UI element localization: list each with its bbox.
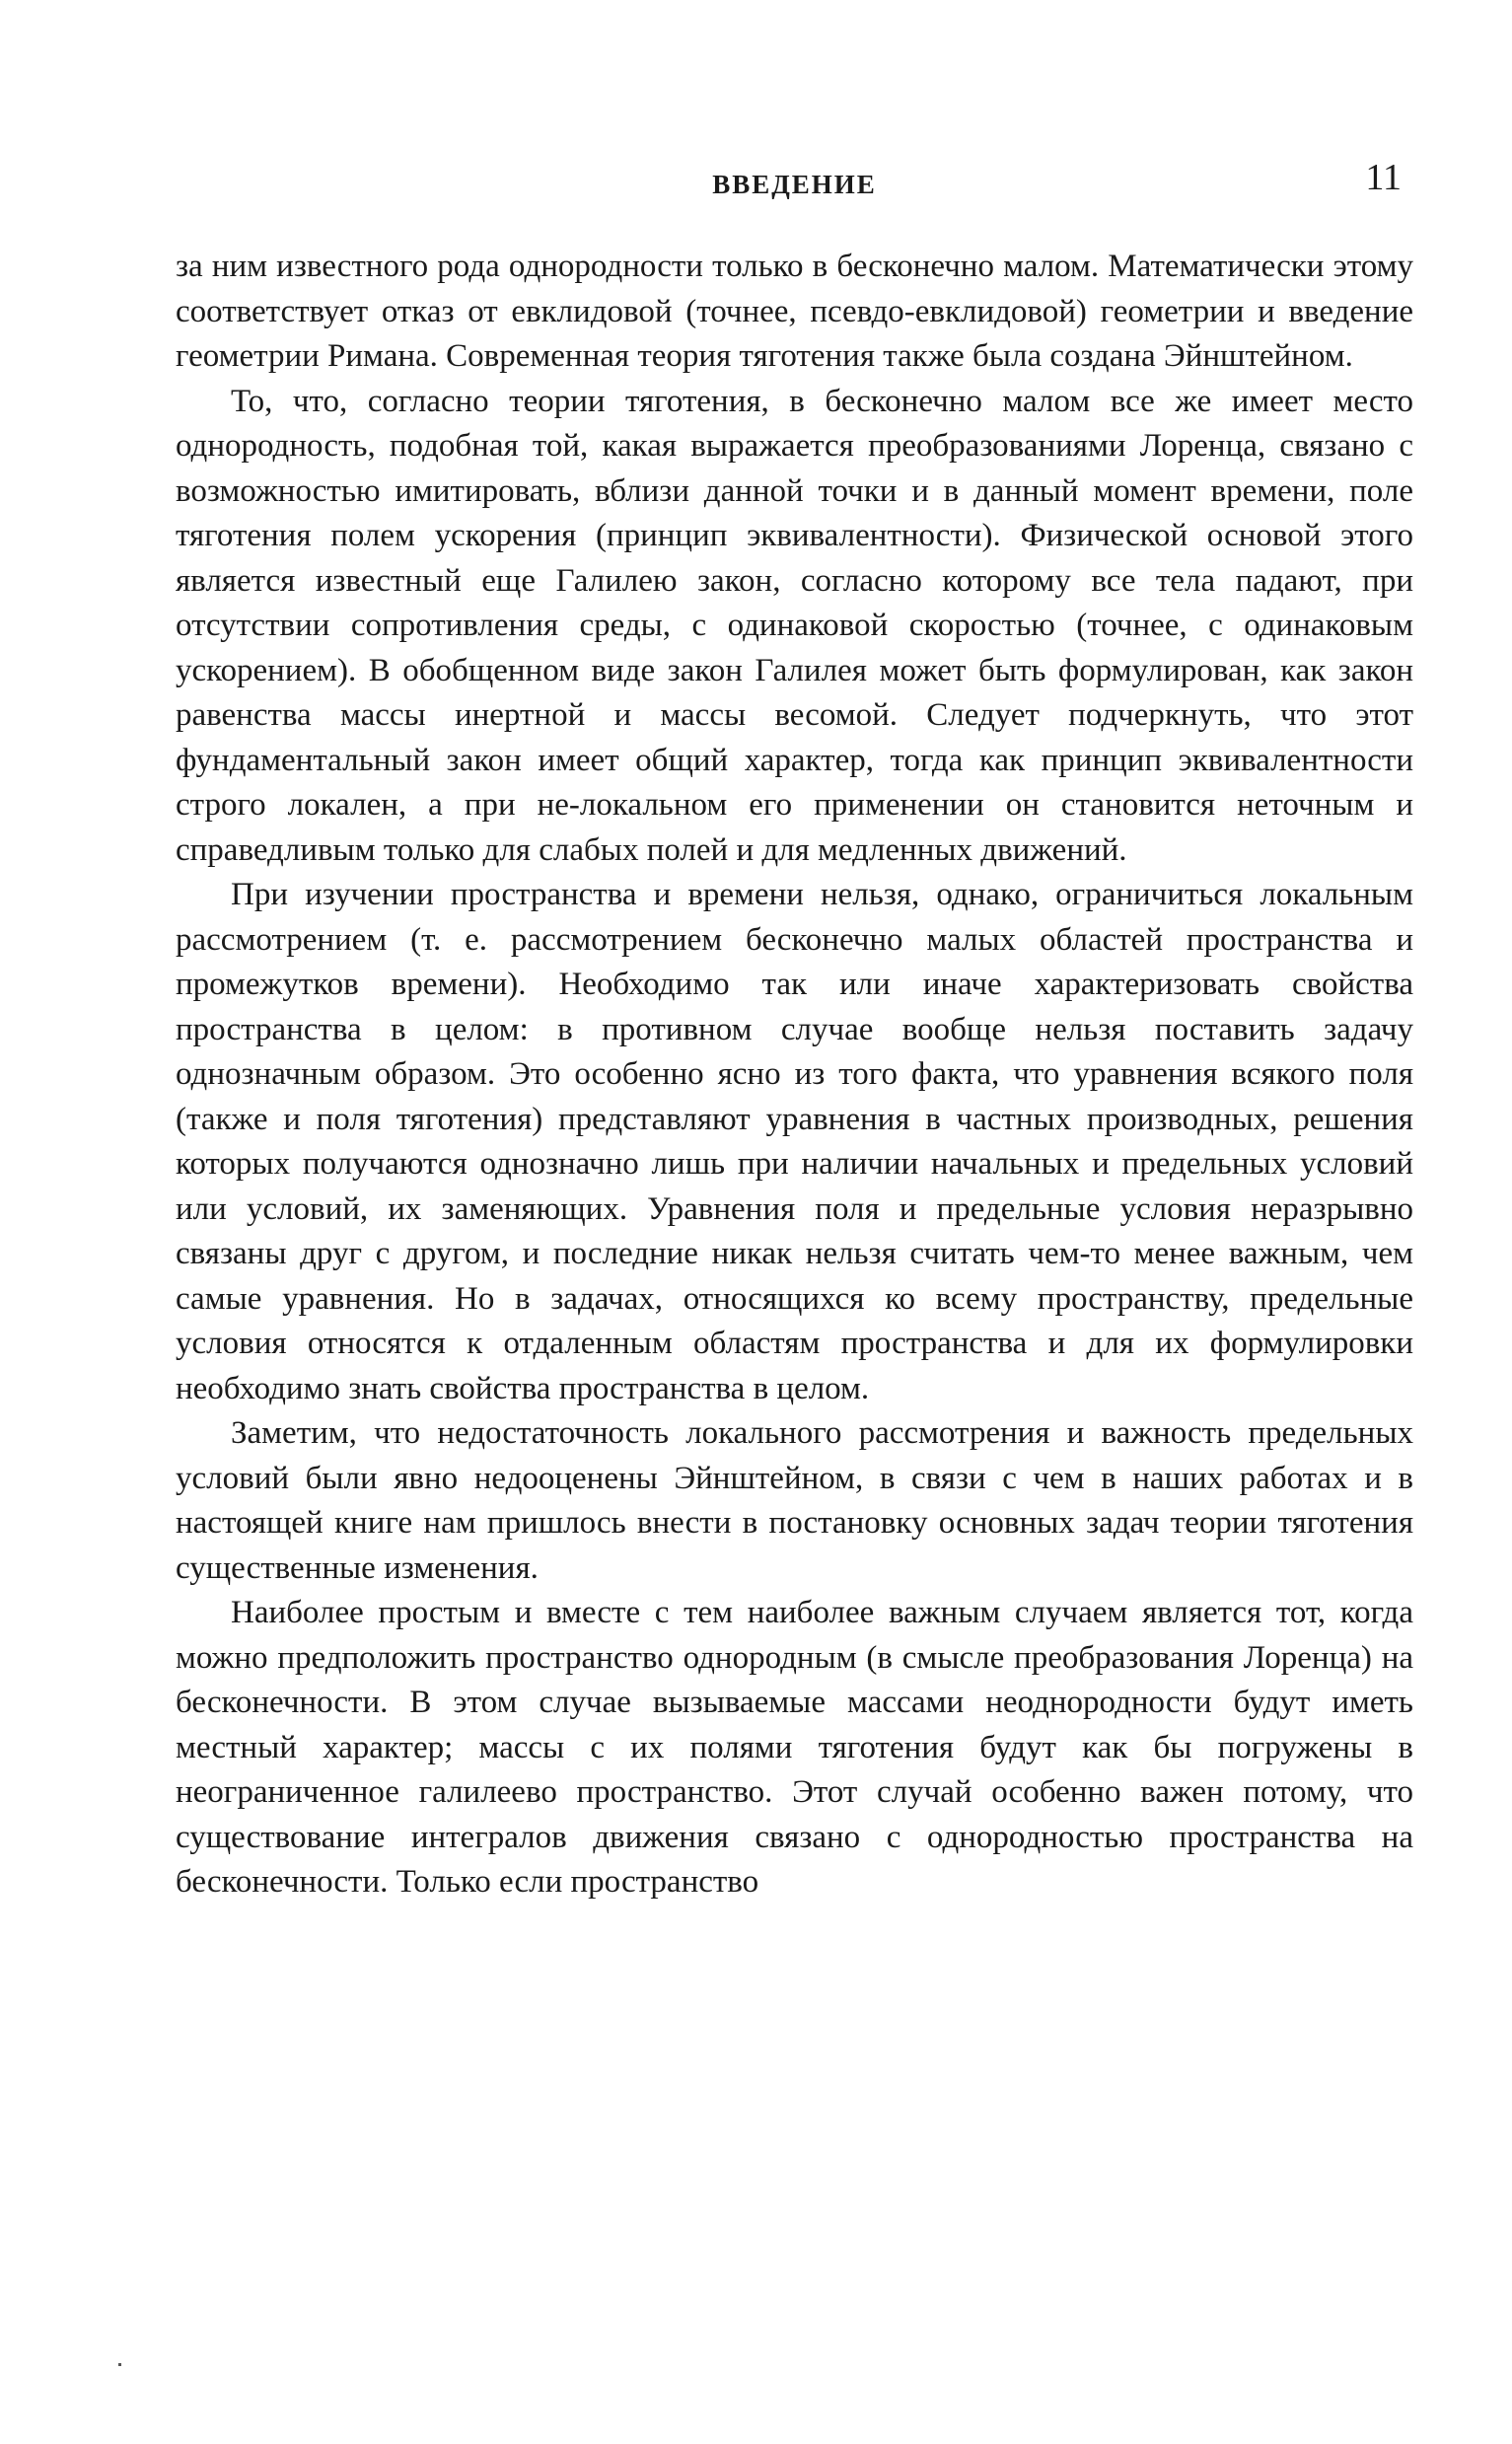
body-text [176,245,1413,1905]
page-number: 11 [1365,157,1402,198]
paragraph-equivalence-principle: То, что, согласно теории тяготения, в бесконечно малом все же имеет место однородность, подобная той, какая выражается преобразованиями Лоренца, связано с возможностью имитировать, вблизи данной точки и в данный момент времени, поле тяготения полем ускорения (принцип эквивалентности). Физической основой этого является известный еще Галилею закон, согласно которому все тела падают, при отсутствии сопротивления среды, с одинаковой скоростью (точнее, с одинаковым ускорением). В обобщенном виде закон Галилея может быть формулирован, как закон равенства массы инертной и массы весомой. Следует подчеркнуть, что этот фундаментальный закон имеет общий характер, тогда как принцип эквивалентности строго локален, а при не-локальном его применении он становится неточным и справедливым только для слабых полей и для медленных движений. [176,383,1413,868]
section-title: ВВЕДЕНИЕ [712,170,877,199]
paragraph-space-as-whole: При изучении пространства и времени нельзя, однако, ограничиться локальным рассмотрением (т. е. рассмотрением бесконечно малых областей пространства и промежутков времени). Необходимо так или иначе характеризовать свойства пространства в целом: в противном случае вообще нельзя поставить задачу однозначным образом. Это особенно ясно из того факта, что уравнения всякого поля (также и поля тяготения) представляют уравнения в частных производных, решения которых получаются однозначно лишь при наличии начальных и предельных условий или условий, их заменяющих. Уравнения поля и предельные условия неразрывно связаны друг с другом, и последние никак нельзя считать чем-то менее важным, чем самые уравнения. Но в задачах, относящихся ко всему пространству, предельные условия относятся к отдаленным областям пространства и для их формулировки необходимо знать свойства пространства в целом. [176,877,1413,1406]
paragraph-homogeneity-at-infinity: Наиболее простым и вместе с тем наиболее важным случаем является тот, когда можно предположить пространство однородным (в смысле преобразования Лоренца) на бесконечности. В этом случае вызываемые массами неоднородности будут иметь местный характер; массы с их полями тяготения будут как бы погружены в неограниченное галилеево пространство. Этот случай особенно важен потому, что существование интегралов движения связано с однородностью пространства на бесконечности. Только если пространство [176,1595,1413,1900]
stray-ink-mark [118,2363,121,2366]
running-head [176,156,1413,205]
paragraph-continuation: за ним известного рода однородности только в бесконечно малом. Математически этому соответствует отказ от евклидовой (точнее, псевдо-евклидовой) геометрии и введение геометрии Римана. Современная теория тяготения также была создана Эйнштейном. [176,249,1413,374]
paragraph-boundary-conditions: Заметим, что недостаточность локального рассмотрения и важность предельных условий были явно недооценены Эйнштейном, в связи с чем в наших работах и в настоящей книге нам пришлось внести в постановку основных задач теории тяготения существенные изменения. [176,1415,1413,1586]
